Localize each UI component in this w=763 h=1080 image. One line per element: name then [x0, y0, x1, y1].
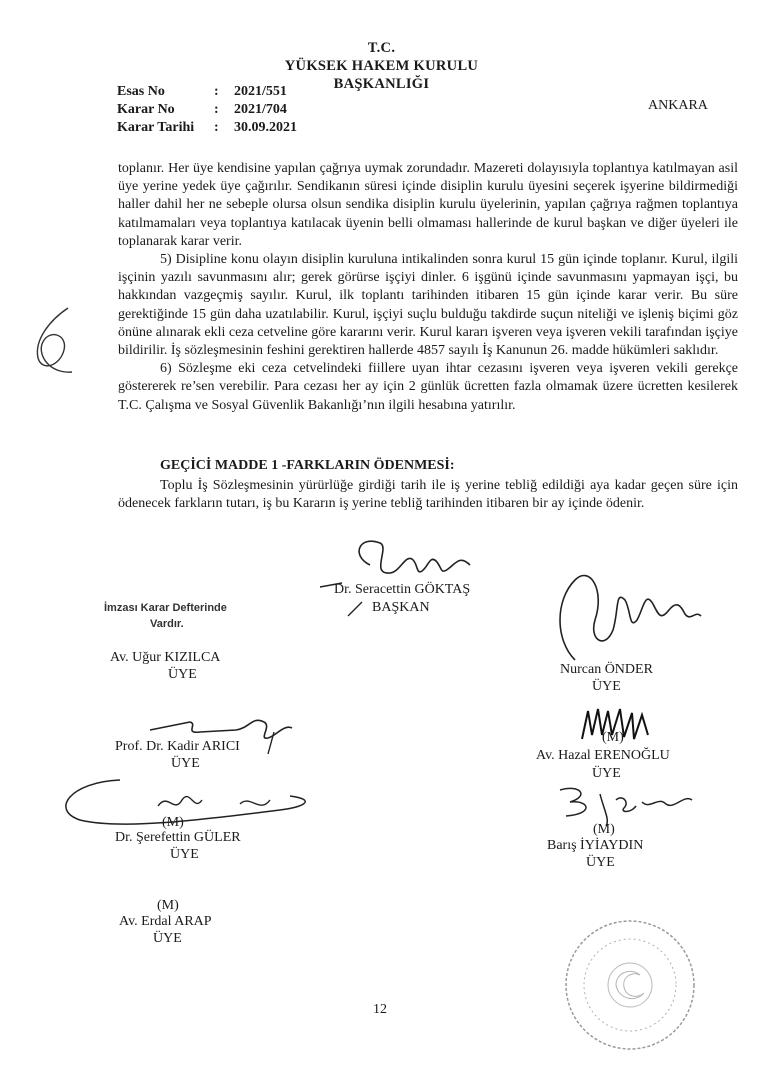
baris-signature — [550, 780, 700, 830]
kadir-name: Prof. Dr. Kadir ARICI — [115, 739, 240, 754]
baskan-slash-mark — [346, 598, 366, 618]
paragraph-3: 6) Sözleşme eki ceza cetvelindeki fiillere uyan ihtar cezasını işveren veya işveren vekili gerekçe göstererek re’sen verebilir. Para cezası her ay için 2 günlük ücretten fazla olmamak üzere ücretten kesilerek T.C. Çalışma ve Sosyal Güvenlik Bakanlığı’nın ilgili hesabına yatırılır. — [118, 361, 738, 413]
stamp-note-line2: Vardır. — [150, 618, 184, 630]
paragraph-4: Toplu İş Sözleşmesinin yürürlüğe girdiği tarih ile iş yerine tebliğ edildiği aya kadar geçen süre için ödenecek farkların tutarı, iş bu Kararın iş yerine tebliğ tarihinden itibaren bir ay içinde ödenir. — [118, 478, 738, 512]
baskan-role: BAŞKAN — [372, 600, 430, 615]
esas-label: Esas No — [117, 84, 165, 99]
kadir-role: ÜYE — [171, 756, 200, 771]
ugur-name: Av. Uğur KIZILCA — [110, 650, 221, 665]
nurcan-name: Nurcan ÖNDER — [560, 662, 653, 677]
erdal-role: ÜYE — [153, 931, 182, 946]
baris-role: ÜYE — [586, 855, 615, 870]
esas-value: 2021/551 — [234, 84, 287, 99]
section-title: GEÇİCİ MADDE 1 -FARKLARIN ÖDENMESİ: — [160, 458, 455, 473]
hazal-m-mark: (M) — [602, 730, 624, 745]
baskan-name: Dr. Seracettin GÖKTAŞ — [334, 582, 471, 597]
header-presidency: BAŞKANLIĞI — [333, 76, 430, 92]
section-body — [118, 477, 738, 513]
tarih-colon: : — [214, 120, 219, 135]
serefettin-m-mark: (M) — [162, 815, 184, 830]
karar-value: 2021/704 — [234, 102, 287, 117]
hazal-name: Av. Hazal ERENOĞLU — [536, 748, 670, 763]
serefettin-name: Dr. Şerefettin GÜLER — [115, 830, 241, 845]
baris-m-mark: (M) — [593, 822, 615, 837]
city: ANKARA — [648, 98, 708, 113]
official-seal-stamp — [560, 915, 700, 1055]
paragraph-2: 5) Disipline konu olayın disiplin kuruluna intikalinden sonra kurul 15 gün içinde toplanır. Kurul, ilgili işçinin yazılı savunmasını alır; gerek görürse işçiyi dinler. 6 işgünü içinde savunmasını yapmayan işçi, bu hakkından vazgeçmiş sayılır. Kurul, ilk toplantı tarihinden itibaren 15 gün içinde karar verir. Bu süre gerektiğinde 15 gün daha uzatılabilir. Kurul, işçiyi suçlu bulduğu takdirde suçun niteliği ve işleniş biçimi göz önüne alınarak ekli ceza cetveline göre kararını verir. Kurul kararı işveren veya işveren vekili tarafından işçiye bildirilir. İş sözleşmesinin feshini gerektiren hallerde 4857 sayılı İş Kanunun 26. madde hükümleri saklıdır. — [118, 252, 738, 359]
hazal-role: ÜYE — [592, 766, 621, 781]
stamp-note-line1: İmzası Karar Defterinde — [104, 602, 227, 614]
serefettin-role: ÜYE — [170, 847, 199, 862]
body-text — [118, 160, 738, 415]
erdal-name: Av. Erdal ARAP — [119, 914, 212, 929]
erdal-m-mark: (M) — [157, 898, 179, 913]
header-institution: YÜKSEK HAKEM KURULU — [284, 58, 479, 74]
header-tc: T.C. — [367, 40, 396, 56]
baris-name: Barış İYİAYDIN — [547, 838, 644, 853]
ugur-role: ÜYE — [168, 667, 197, 682]
page-number: 12 — [373, 1002, 387, 1017]
karar-label: Karar No — [117, 102, 175, 117]
nurcan-role: ÜYE — [592, 679, 621, 694]
tarih-value: 30.09.2021 — [234, 120, 297, 135]
nurcan-signature — [545, 560, 715, 670]
margin-paraph-signature — [20, 300, 90, 380]
paragraph-1: toplanır. Her üye kendisine yapılan çağrıya uymak zorundadır. Mazereti dolayısıyla toplantıya katılmayan asil üye yerine yedek üye çağırılır. Sendikanın süresi içinde disiplin kurulu üyesini seçerek işyerine bildirmediği haller dahil her ne sebeple olursa olsun sendika disiplin kurulu üyelerinin, yapılan çağrıya rağmen toplantıya katılmamaları veya toplantıya katılacak üyenin belli olmaması hallerinde de kurul başkan ve diğer üyeleri ile toplanarak karar verir. — [118, 161, 738, 249]
karar-colon: : — [214, 102, 219, 117]
tarih-label: Karar Tarihi — [117, 120, 195, 135]
esas-colon: : — [214, 84, 219, 99]
